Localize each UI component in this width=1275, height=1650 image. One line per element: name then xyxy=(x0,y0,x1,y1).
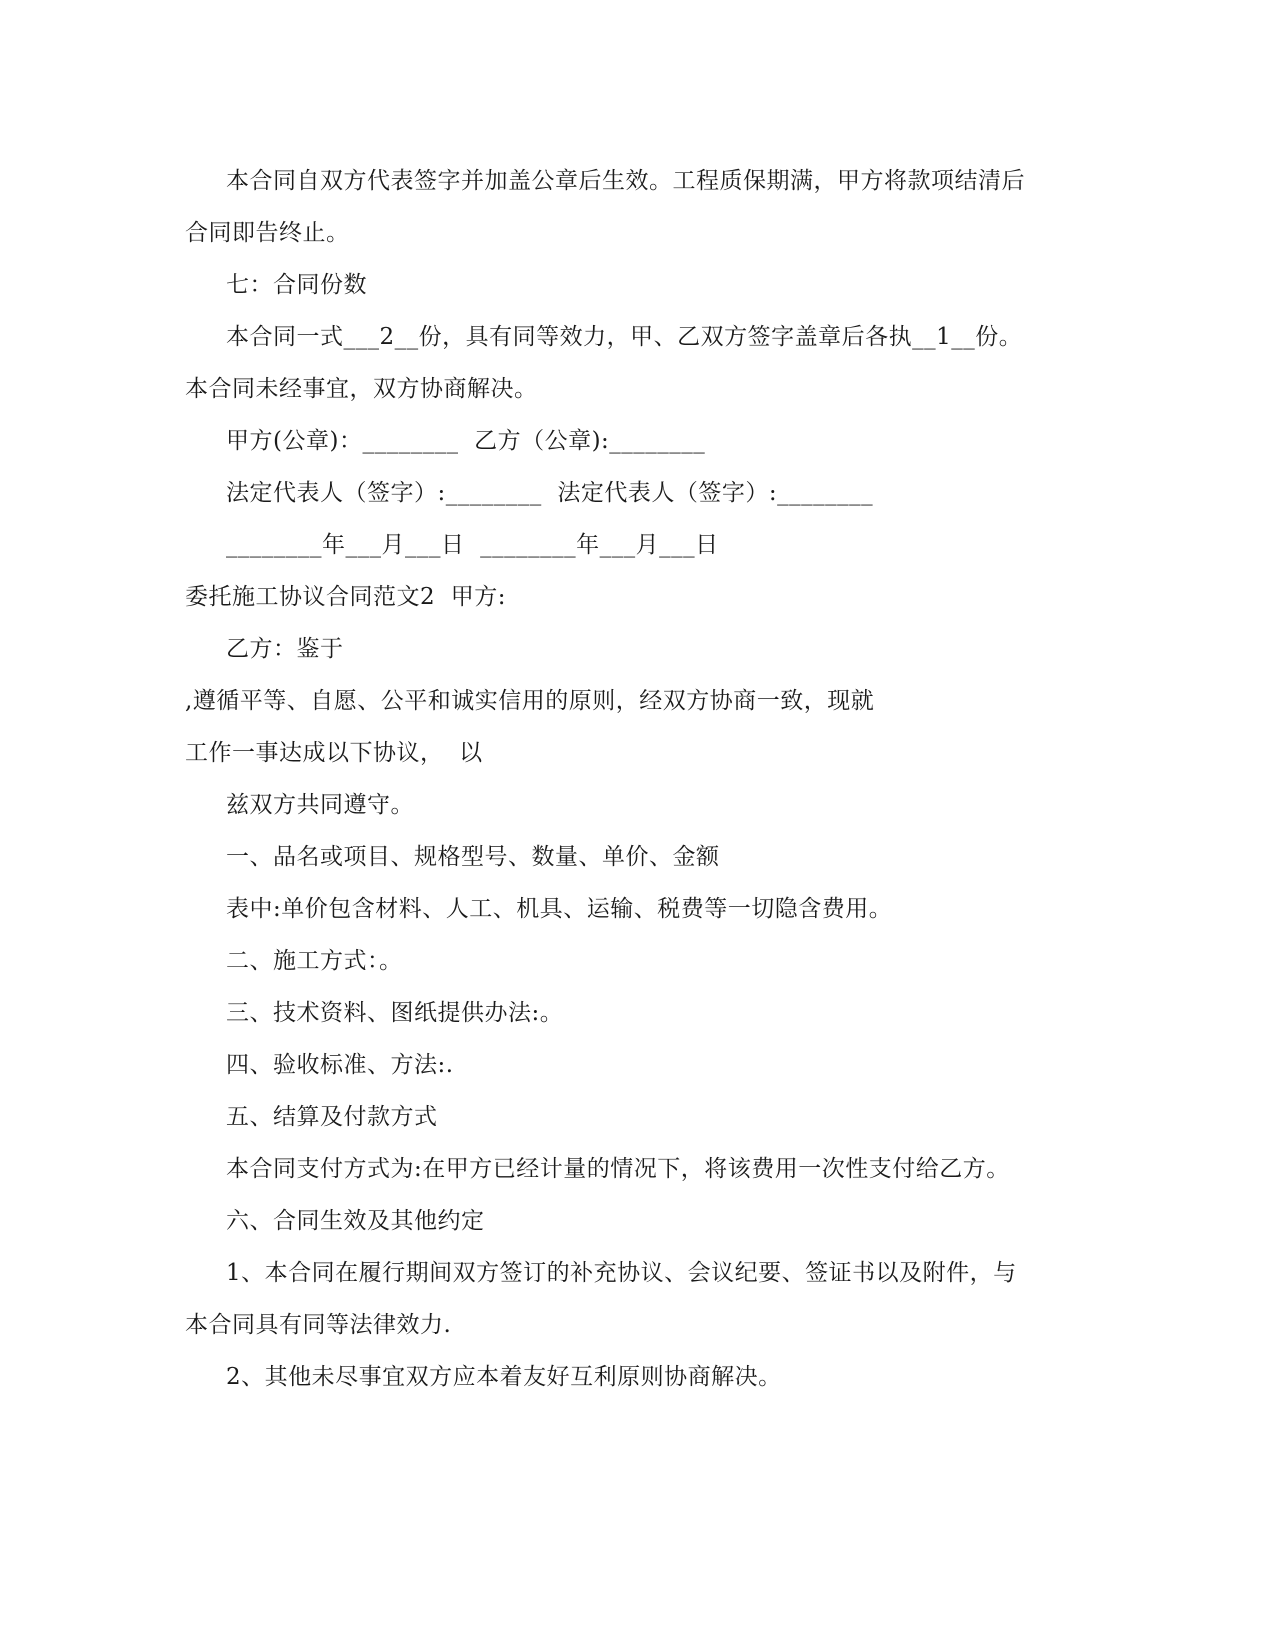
section-heading: 五、结算及付款方式 xyxy=(226,1104,438,1130)
document-title: 委托施工协议合同范文2 甲方: xyxy=(185,584,507,610)
text-line: 2、其他未尽事宜双方应本着友好互利原则协商解决。 xyxy=(226,1364,782,1390)
section-heading: 二、施工方式：。 xyxy=(226,948,403,974)
section-heading: 六、合同生效及其他约定 xyxy=(226,1208,485,1234)
section-heading: 一、品名或项目、规格型号、数量、单价、金额 xyxy=(226,844,720,870)
text-line: 本合同自双方代表签字并加盖公章后生效。工程质保期满，甲方将款项结清后 xyxy=(226,168,1025,194)
text-line: 1、本合同在履行期间双方签订的补充协议、会议纪要、签证书以及附件，与 xyxy=(226,1260,1017,1286)
section-heading: 七：合同份数 xyxy=(226,272,367,298)
signature-line: 法定代表人（签字）:________ 法定代表人（签字）:________ xyxy=(226,480,874,506)
text-line: 合同即告终止。 xyxy=(185,220,350,246)
text-line: 兹双方共同遵守。 xyxy=(226,792,414,818)
text-line: 本合同支付方式为:在甲方已经计量的情况下，将该费用一次性支付给乙方。 xyxy=(226,1156,1010,1182)
text-line: 本合同未经事宜，双方协商解决。 xyxy=(185,376,538,402)
section-heading: 三、技术资料、图纸提供办法:。 xyxy=(226,1000,564,1026)
text-line: ,遵循平等、自愿、公平和诚实信用的原则，经双方协商一致，现就 xyxy=(185,688,875,714)
text-line: 表中:单价包含材料、人工、机具、运输、税费等一切隐含费用。 xyxy=(226,896,893,922)
date-line: ________年___月___日 ________年___月___日 xyxy=(226,532,719,558)
text-line: 本合同一式___2__份，具有同等效力，甲、乙双方签字盖章后各执__1__份。 xyxy=(226,324,1023,350)
text-line: 工作一事达成以下协议， 以 xyxy=(185,740,483,766)
signature-line: 甲方(公章)：________ 乙方（公章):________ xyxy=(226,428,706,454)
text-line: 本合同具有同等法律效力. xyxy=(185,1312,452,1338)
text-line: 乙方：鉴于 xyxy=(226,636,344,662)
section-heading: 四、验收标准、方法:. xyxy=(226,1052,454,1078)
